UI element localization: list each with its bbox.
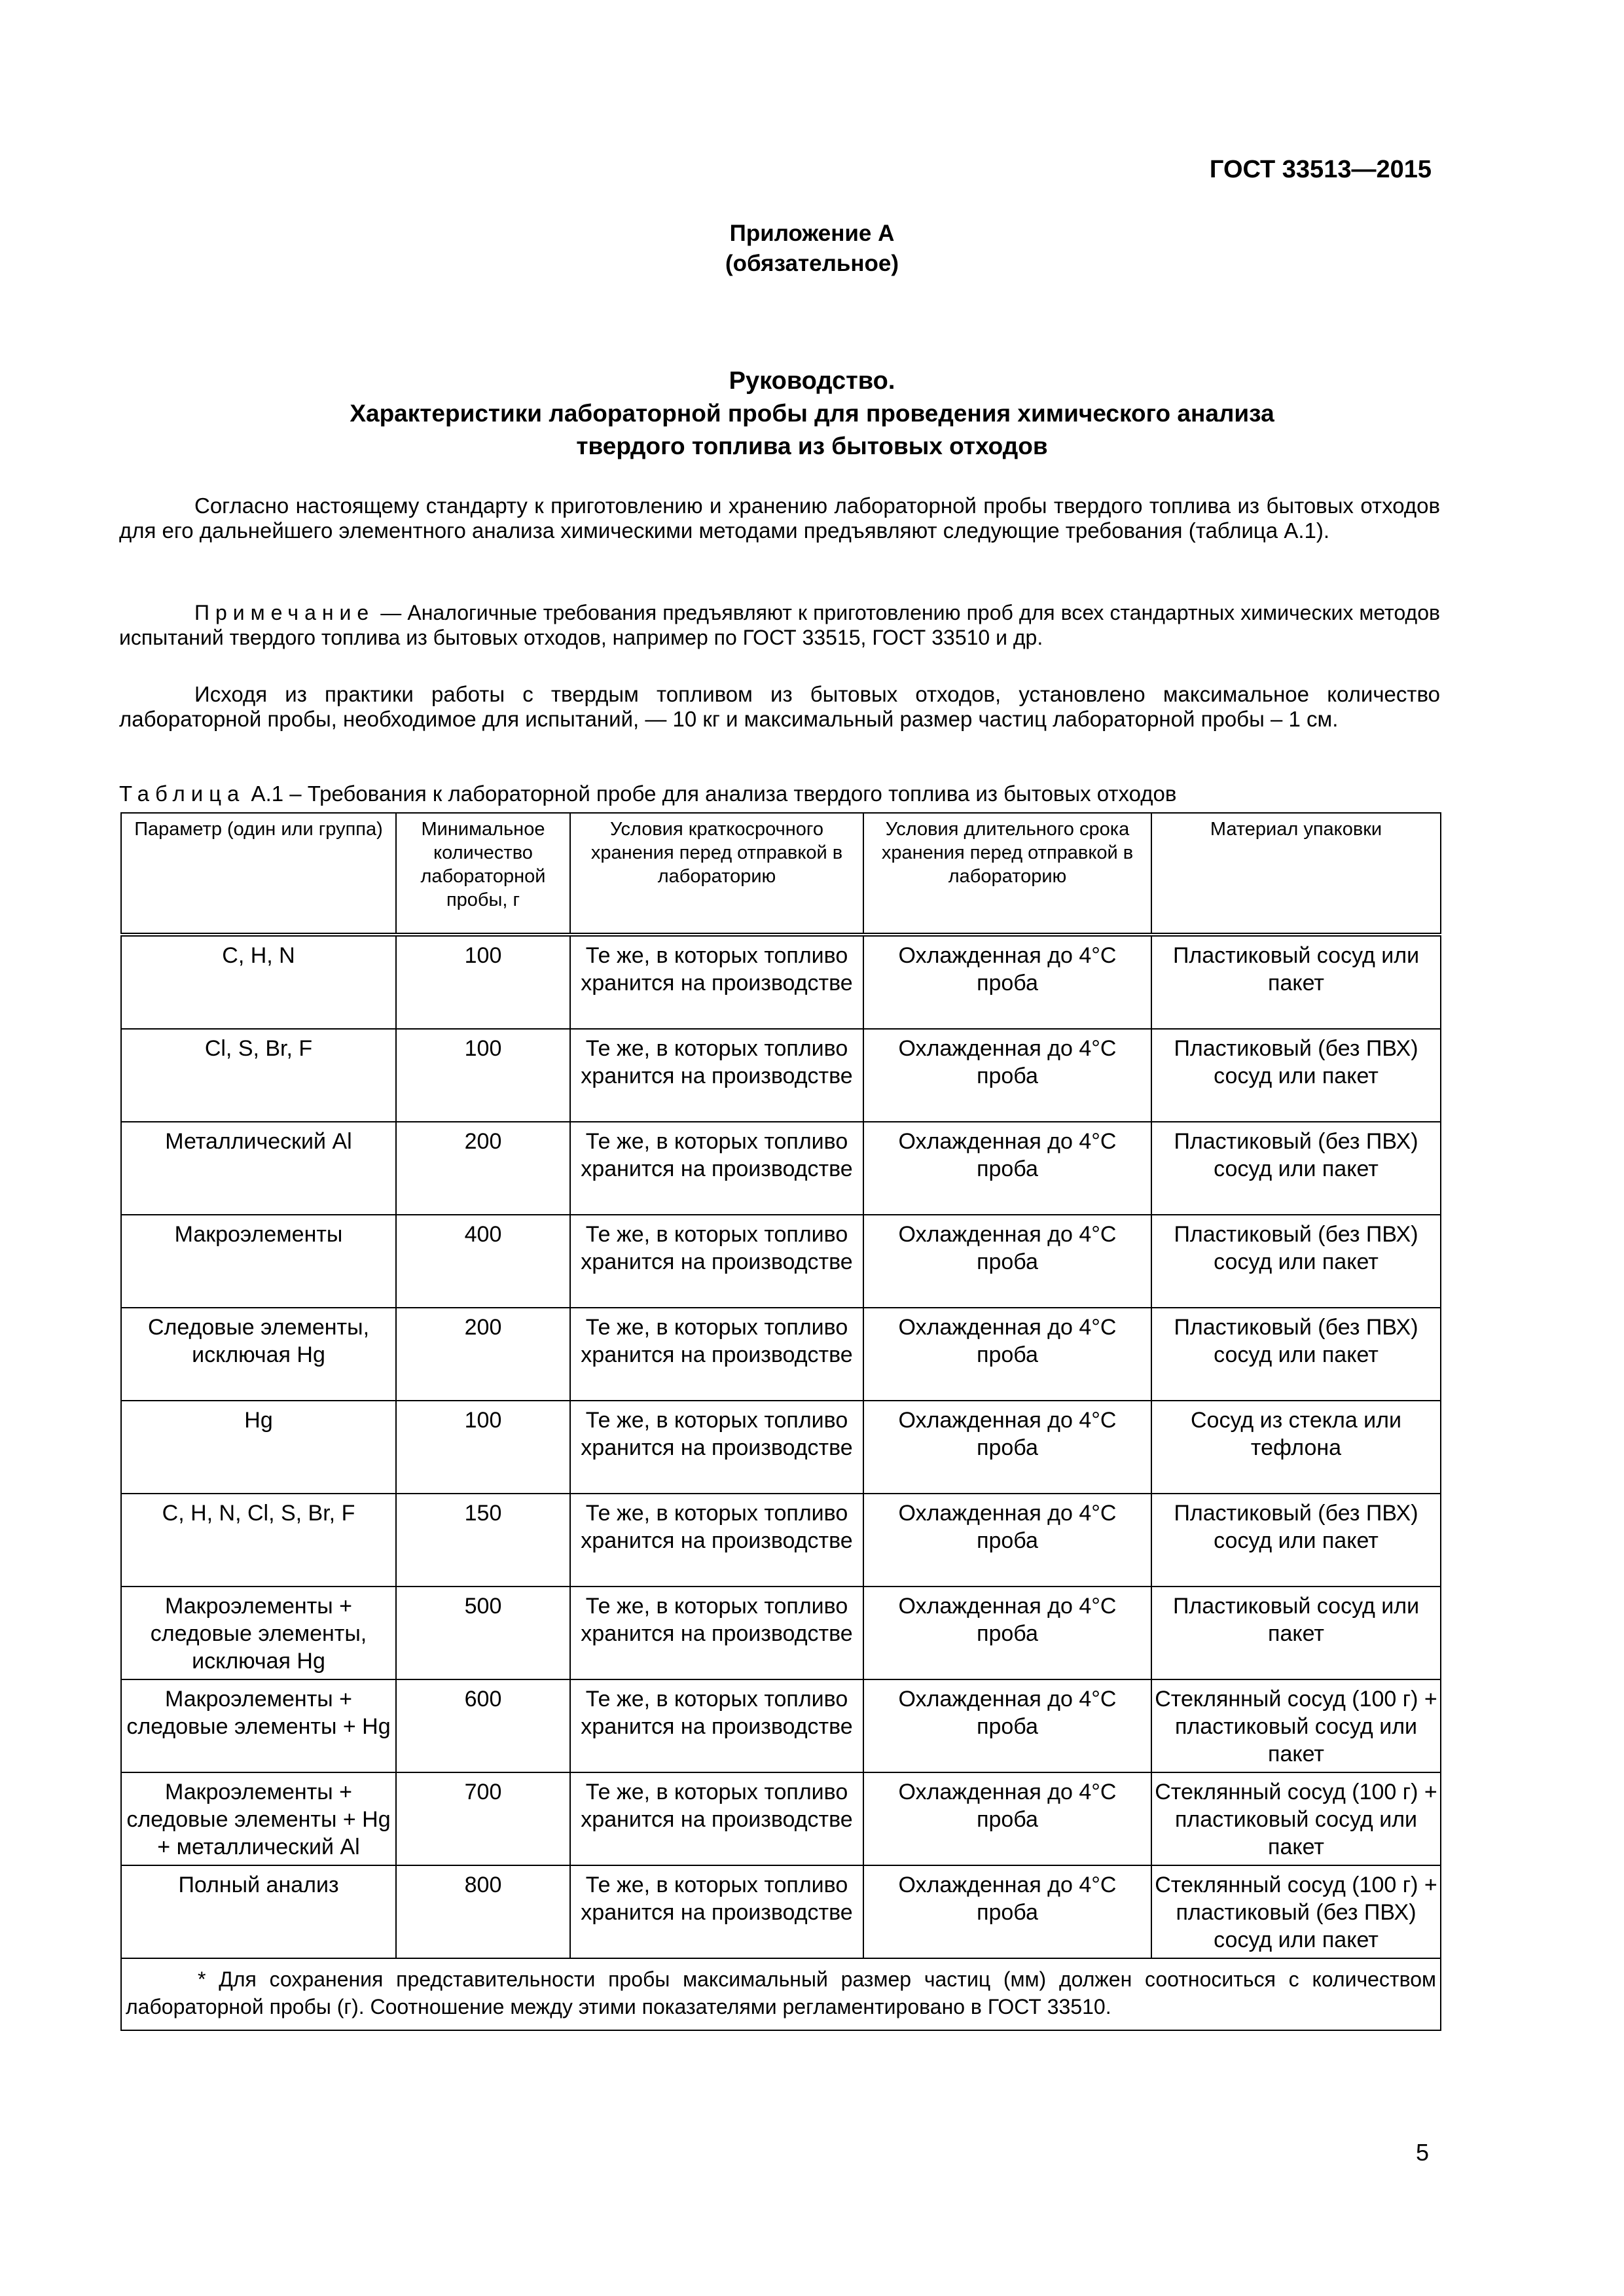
cell-packaging: Пластиковый (без ПВХ) сосуд или пакет: [1151, 1215, 1441, 1308]
note-text: — Аналогичные требования предъявляют к приготовлению проб для всех стандартных химических методов испытаний твердого топлива из бытовых отходов, например по ГОСТ 33515, ГОСТ 33510 и др.: [119, 601, 1440, 649]
appendix-status: (обязательное): [725, 251, 899, 276]
cell-quantity: 500: [396, 1587, 570, 1679]
title-line-2: Характеристики лабораторной пробы для проведения химического анализа: [350, 400, 1274, 427]
cell-long-term: Охлажденная до 4°C проба: [863, 1308, 1151, 1401]
cell-quantity: 100: [396, 1401, 570, 1494]
page-number: 5: [1415, 2139, 1429, 2166]
cell-parameter: C, H, N, Cl, S, Br, F: [121, 1494, 396, 1587]
cell-parameter: Cl, S, Br, F: [121, 1029, 396, 1122]
cell-packaging: Пластиковый сосуд или пакет: [1151, 1587, 1441, 1679]
table-row: [121, 1401, 1441, 1494]
cell-short-term: Те же, в которых топливо хранится на производстве: [570, 1122, 863, 1215]
cell-parameter: Макроэлементы + следовые элементы + Hg + металлический Al: [121, 1772, 396, 1865]
cell-quantity: 100: [396, 935, 570, 1029]
table-row: [121, 1122, 1441, 1215]
cell-parameter: Макроэлементы: [121, 1215, 396, 1308]
document-code: ГОСТ 33513—2015: [1209, 156, 1432, 183]
cell-long-term: Охлажденная до 4°C проба: [863, 1122, 1151, 1215]
header-short-term-storage: Условия краткосрочного хранения перед отправкой в лабораторию: [570, 813, 863, 935]
cell-long-term: Охлажденная до 4°C проба: [863, 935, 1151, 1029]
cell-packaging: Стеклянный сосуд (100 г) + пластиковый сосуд или пакет: [1151, 1772, 1441, 1865]
cell-quantity: 200: [396, 1122, 570, 1215]
cell-short-term: Те же, в которых топливо хранится на производстве: [570, 1679, 863, 1772]
cell-quantity: 700: [396, 1772, 570, 1865]
cell-packaging: Стеклянный сосуд (100 г) + пластиковый сосуд или пакет: [1151, 1679, 1441, 1772]
table-row: [121, 1215, 1441, 1308]
cell-long-term: Охлажденная до 4°C проба: [863, 1679, 1151, 1772]
appendix-heading: [0, 219, 1624, 279]
cell-short-term: Те же, в которых топливо хранится на производстве: [570, 935, 863, 1029]
table-row: [121, 1679, 1441, 1772]
table-row: [121, 1029, 1441, 1122]
cell-short-term: Те же, в которых топливо хранится на производстве: [570, 1494, 863, 1587]
table-row: [121, 935, 1441, 1029]
table-row: [121, 1308, 1441, 1401]
header-min-quantity: Минимальное количество лабораторной пробы, г: [396, 813, 570, 935]
limits-paragraph: Исходя из практики работы с твердым топливом из бытовых отходов, установлено максимальное количество лабораторной пробы, необходимое для испытаний, — 10 кг и максимальный размер частиц лабораторной пробы – 1 см.: [119, 682, 1440, 731]
intro-paragraph: Согласно настоящему стандарту к приготовлению и хранению лабораторной пробы твердого топлива из бытовых отходов для его дальнейшего элементного анализа химическими методами предъявляют следующие требования (таблица А.1).: [119, 493, 1440, 543]
cell-quantity: 150: [396, 1494, 570, 1587]
table-header-row: [121, 813, 1441, 935]
header-packaging: Материал упаковки: [1151, 813, 1441, 935]
table-row: [121, 1494, 1441, 1587]
cell-short-term: Те же, в которых топливо хранится на производстве: [570, 1215, 863, 1308]
cell-packaging: Пластиковый (без ПВХ) сосуд или пакет: [1151, 1029, 1441, 1122]
title-line-3: твердого топлива из бытовых отходов: [576, 433, 1048, 459]
cell-parameter: Hg: [121, 1401, 396, 1494]
cell-short-term: Те же, в которых топливо хранится на производстве: [570, 1029, 863, 1122]
table-caption-text: А.1 – Требования к лабораторной пробе для анализа твердого топлива из бытовых отходов: [245, 781, 1177, 806]
cell-quantity: 100: [396, 1029, 570, 1122]
cell-parameter: Металлический Al: [121, 1122, 396, 1215]
cell-packaging: Пластиковый (без ПВХ) сосуд или пакет: [1151, 1122, 1441, 1215]
table-caption-label: Таблица: [119, 781, 245, 806]
cell-quantity: 800: [396, 1865, 570, 1958]
note-label: Примечание: [194, 601, 375, 624]
cell-parameter: Макроэлементы + следовые элементы, исключая Hg: [121, 1587, 396, 1679]
cell-packaging: Пластиковый (без ПВХ) сосуд или пакет: [1151, 1308, 1441, 1401]
table-caption: [119, 781, 1440, 806]
cell-parameter: C, H, N: [121, 935, 396, 1029]
table-footnote-row: [121, 1958, 1441, 2030]
cell-short-term: Те же, в которых топливо хранится на производстве: [570, 1308, 863, 1401]
note-paragraph: [119, 600, 1440, 650]
cell-quantity: 400: [396, 1215, 570, 1308]
cell-short-term: Те же, в которых топливо хранится на производстве: [570, 1587, 863, 1679]
requirements-table: [120, 812, 1441, 2031]
cell-short-term: Те же, в которых топливо хранится на производстве: [570, 1772, 863, 1865]
cell-parameter: Макроэлементы + следовые элементы + Hg: [121, 1679, 396, 1772]
header-parameter: Параметр (один или группа): [121, 813, 396, 935]
cell-short-term: Те же, в которых топливо хранится на производстве: [570, 1865, 863, 1958]
cell-long-term: Охлажденная до 4°C проба: [863, 1494, 1151, 1587]
cell-long-term: Охлажденная до 4°C проба: [863, 1029, 1151, 1122]
table-row: [121, 1772, 1441, 1865]
cell-packaging: Пластиковый (без ПВХ) сосуд или пакет: [1151, 1494, 1441, 1587]
cell-quantity: 200: [396, 1308, 570, 1401]
table-row: [121, 1587, 1441, 1679]
title-line-1: Руководство.: [729, 367, 895, 395]
table-row: [121, 1865, 1441, 1958]
cell-packaging: Сосуд из стекла или тефлона: [1151, 1401, 1441, 1494]
cell-long-term: Охлажденная до 4°C проба: [863, 1401, 1151, 1494]
cell-long-term: Охлажденная до 4°C проба: [863, 1215, 1151, 1308]
cell-packaging: Стеклянный сосуд (100 г) + пластиковый (без ПВХ) сосуд или пакет: [1151, 1865, 1441, 1958]
cell-quantity: 600: [396, 1679, 570, 1772]
cell-long-term: Охлажденная до 4°C проба: [863, 1865, 1151, 1958]
cell-long-term: Охлажденная до 4°C проба: [863, 1772, 1151, 1865]
cell-parameter: Полный анализ: [121, 1865, 396, 1958]
document-title: [0, 365, 1624, 463]
header-long-term-storage: Условия длительного срока хранения перед отправкой в лабораторию: [863, 813, 1151, 935]
cell-parameter: Следовые элементы, исключая Hg: [121, 1308, 396, 1401]
appendix-label: Приложение А: [729, 221, 895, 246]
cell-packaging: Пластиковый сосуд или пакет: [1151, 935, 1441, 1029]
cell-short-term: Те же, в которых топливо хранится на производстве: [570, 1401, 863, 1494]
table-footnote: * Для сохранения представительности пробы максимальный размер частиц (мм) должен соотноситься с количеством лабораторной пробы (г). Соотношение между этими показателями регламентировано в ГОСТ 33510.: [121, 1958, 1441, 2030]
cell-long-term: Охлажденная до 4°C проба: [863, 1587, 1151, 1679]
